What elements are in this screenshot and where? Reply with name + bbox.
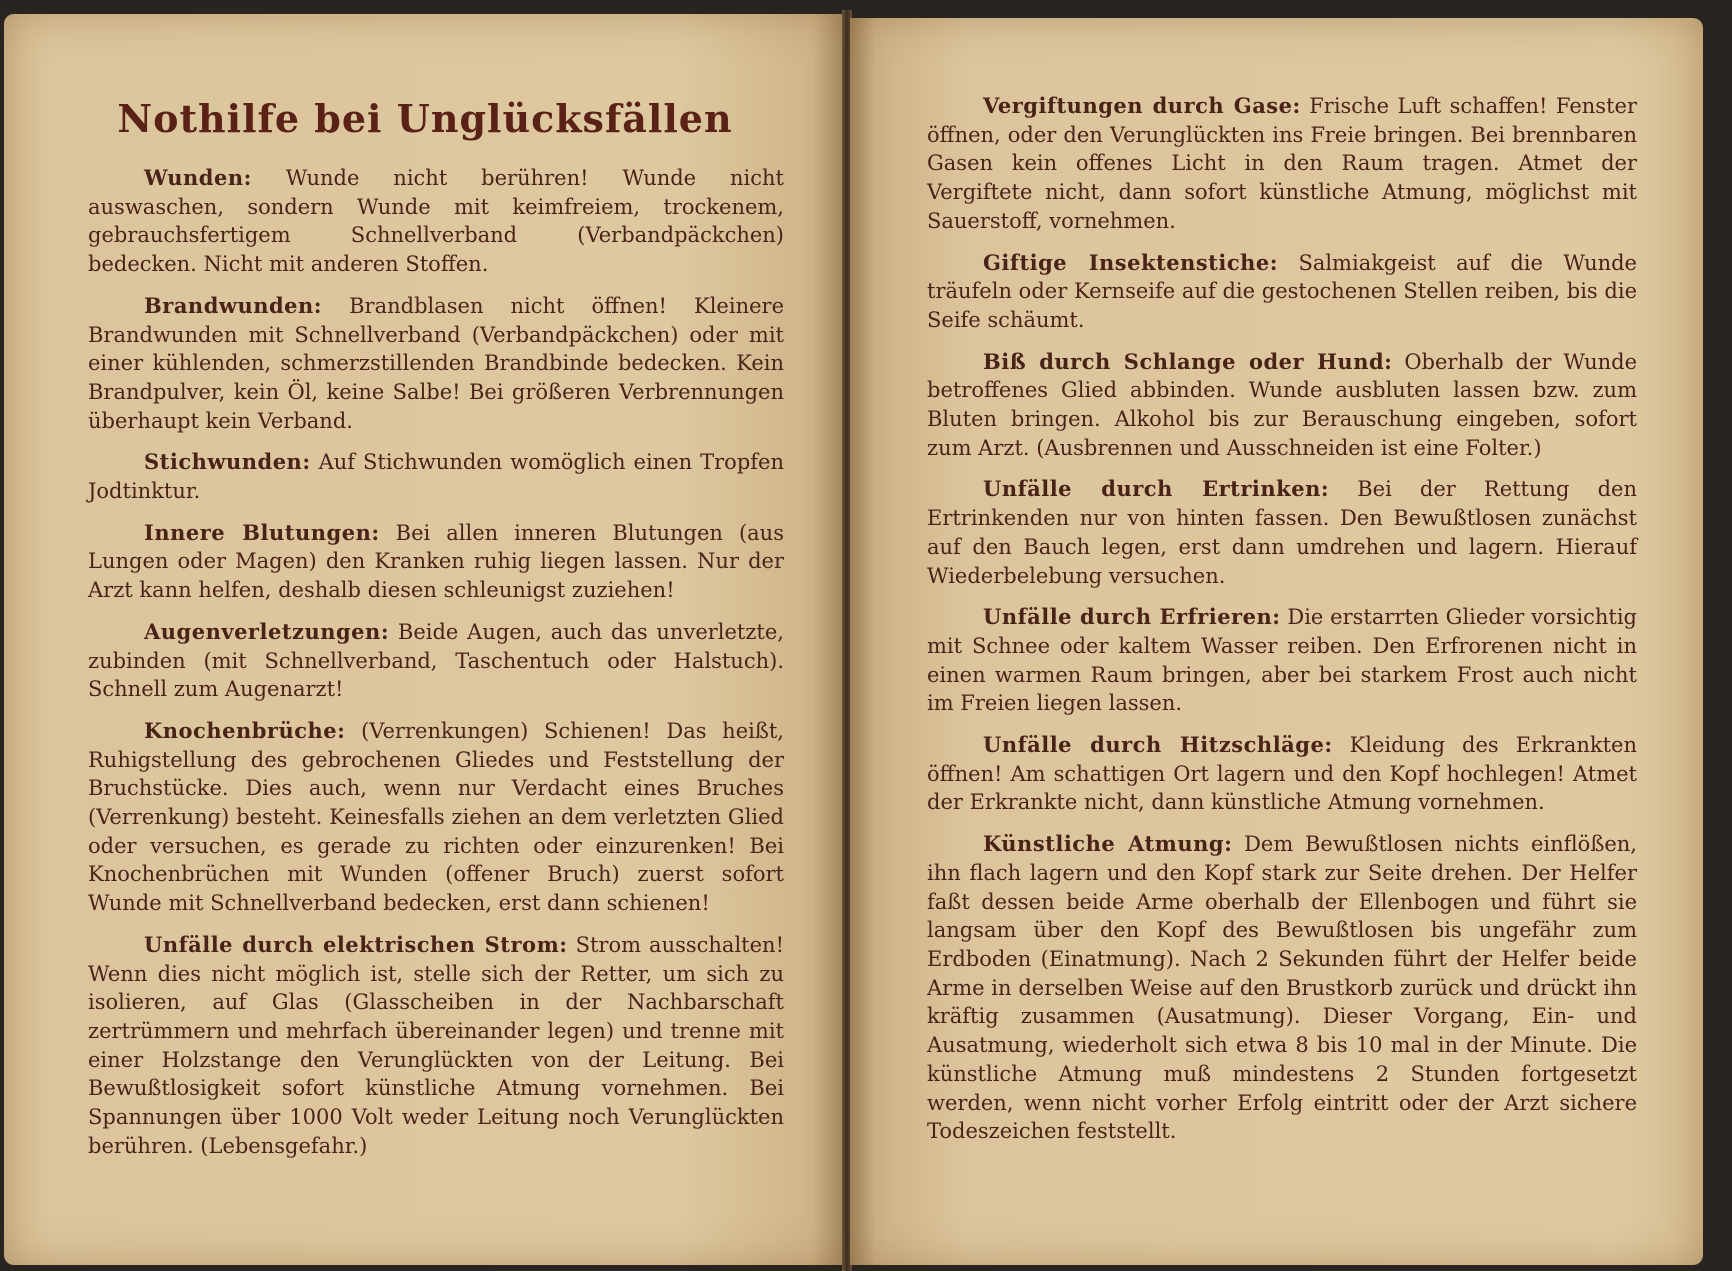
section-text: Oberhalb der Wunde betroffenes Glied abbinden. Wunde ausbluten lassen bzw. zum Bluten bringen. Alkohol bis zur Berauschung eingeben, sofort zum Arzt. (Ausbrennen und Ausschneiden ist eine Folter.): [927, 349, 1638, 460]
section-text: Wunde nicht berühren! Wunde nicht auswaschen, sondern Wunde mit keimfreiem, trockenem, gebrauchsfertigem Schnellverband (Verbandpäckchen) bedecken. Nicht mit anderen Stoffen.: [88, 166, 784, 277]
section-paragraph: [88, 931, 784, 1161]
section-text: Kleidung des Erkrankten öffnen! Am schattigen Ort lagern und den Kopf hochlegen! Atmet der Erkrankte nicht, dann künstliche Atmung vornehmen.: [927, 733, 1637, 815]
section-paragraph: [927, 348, 1637, 463]
section-paragraph: [88, 292, 784, 436]
section-paragraph: [927, 603, 1637, 718]
section-heading: Stichwunden:: [144, 449, 311, 475]
right-page: [850, 18, 1703, 1265]
section-paragraph: [88, 519, 784, 605]
section-paragraph: [927, 830, 1637, 1146]
section-heading: Unfälle durch Ertrinken:: [983, 476, 1330, 502]
section-heading: Wunden:: [144, 165, 252, 190]
section-text: Bei allen inneren Blutungen (aus Lungen oder Magen) den Kranken ruhig liegen lassen. Nur der Arzt kann helfen, deshalb diesen schleunigst zuziehen!: [88, 520, 784, 603]
section-heading: Unfälle durch Hitzschläge:: [983, 732, 1333, 758]
section-text: Die erstarrten Glieder vorsichtig mit Schnee oder kaltem Wasser reiben. Den Erfrorenen nicht in einen warmen Raum bringen, aber bei starkem Frost auch nicht im Freien liegen lassen.: [927, 605, 1637, 716]
section-paragraph: [927, 92, 1637, 236]
section-heading: Biß durch Schlange oder Hund:: [983, 348, 1393, 374]
section-paragraph: [88, 448, 784, 505]
section-text: Salmiakgeist auf die Wunde träufeln oder Kernseife auf die gestochenen Stellen reiben, bis die Seife schäumt.: [927, 250, 1637, 332]
section-paragraph: [88, 717, 784, 918]
section-text: Dem Bewußtlosen nichts einflößen, ihn flach lagern und den Kopf stark zur Seite drehen. Der Helfer faßt dessen beide Arme oberhalb der Ellenbogen und führt sie langsam über den Kopf des Bewußtlosen bis ungefähr zum Erdboden (Einatmung). Nach 2 Sekunden führt der Helfer beide Arme in derselben Weise auf den Brustkorb zurück und drückt ihn kräftig zusammen (Ausatmung). Dieser Vorgang, Ein- und Ausatmung, wiederholt sich etwa 8 bis 10 mal in der Minute. Die künstliche Atmung muß mindestens 2 Stunden fortgesetzt werden, wenn nicht vorher Erfolg eintritt oder der Arzt sichere Todeszeichen feststellt.: [927, 832, 1637, 1144]
left-column: [88, 164, 784, 1174]
section-text: Frische Luft schaffen! Fenster öffnen, oder den Verunglückten ins Freie bringen. Bei brennbaren Gasen kein offenes Licht in den Raum tragen. Atmet der Vergiftete nicht, dann sofort künstliche Atmung, möglichst mit Sauerstoff, vornehmen.: [927, 94, 1637, 233]
section-paragraph: [927, 249, 1637, 335]
section-text: Bei der Rettung den Ertrinkenden nur von hinten fassen. Den Bewußtlosen zunächst auf den Bauch legen, erst dann umdrehen und lagern. Hierauf Wiederbelebung versuchen.: [927, 477, 1637, 588]
section-paragraph: [927, 475, 1637, 590]
section-paragraph: [88, 618, 784, 704]
section-text: Strom ausschalten! Wenn dies nicht möglich ist, stelle sich der Retter, um sich zu isolieren, auf Glas (Glasscheiben in der Nachbarschaft zertrümmern und mehrfach übereinander legen) und trenne mit einer Holzstange den Verunglückten von der Leitung. Bei Bewußtlosigkeit sofort künstliche Atmung vornehmen. Bei Spannungen über 1000 Volt weder Leitung noch Verunglückten berühren. (Lebensgefahr.): [88, 932, 785, 1158]
section-heading: Vergiftungen durch Gase:: [983, 93, 1301, 118]
section-heading: Künstliche Atmung:: [983, 831, 1233, 857]
section-heading: Knochenbrüche:: [144, 717, 346, 743]
right-column: [927, 92, 1637, 1159]
section-heading: Giftige Insektenstiche:: [983, 249, 1279, 275]
section-heading: Brandwunden:: [144, 292, 323, 318]
left-page: [4, 14, 846, 1265]
section-paragraph: [88, 164, 784, 279]
section-paragraph: [927, 731, 1637, 817]
section-text: Beide Augen, auch das unverletzte, zubinden (mit Schnellverband, Taschentuch oder Halstuch). Schnell zum Augenarzt!: [88, 619, 784, 702]
section-heading: Augenverletzungen:: [144, 618, 390, 644]
section-text: (Verrenkungen) Schienen! Das heißt, Ruhigstellung des gebrochenen Gliedes und Feststellung der Bruchstücke. Dies auch, wenn nur Verdacht eines Bruches (Verrenkung) besteht. Keinesfalls ziehen an dem verletzten Glied oder versuchen, es gerade zu richten oder einzurenken! Bei Knochenbrüchen mit Wunden (offener Bruch) zuerst sofort Wunde mit Schnellverband bedecken, erst dann schienen!: [88, 718, 784, 916]
section-heading: Unfälle durch elektrischen Strom:: [144, 931, 568, 957]
section-text: Brandblasen nicht öffnen! Kleinere Brandwunden mit Schnellverband (Verbandpäckchen) oder mit einer kühlenden, schmerzstillenden Brandbinde bedecken. Kein Brandpulver, kein Öl, keine Salbe! Bei größeren Verbrennungen überhaupt kein Verband.: [88, 293, 784, 433]
section-text: Auf Stichwunden womöglich einen Tropfen Jodtinktur.: [88, 450, 784, 504]
section-heading: Innere Blutungen:: [144, 519, 380, 545]
page-title: Nothilfe bei Unglücksfällen: [117, 96, 733, 141]
section-heading: Unfälle durch Erfrieren:: [983, 604, 1281, 630]
